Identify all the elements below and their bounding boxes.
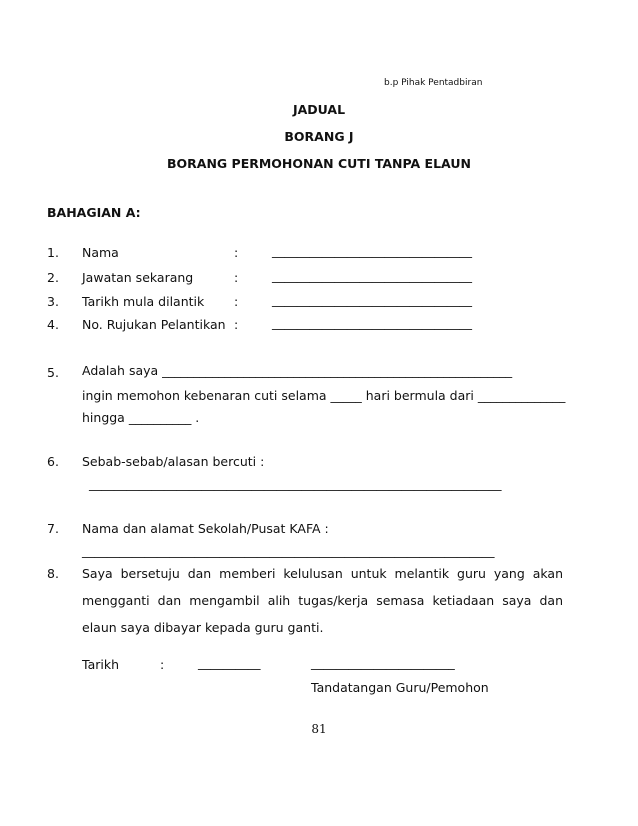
approval-statement: Saya bersetuju dan memberi kelulusan untuk melantik guru yang akan mengganti dan mengambil alih tugas/kerja semasa ketiadaan saya dan elaun saya dibayar kepada guru ganti. (82, 566, 563, 635)
school-address-label: Nama dan alamat Sekolah/Pusat KAFA : (82, 521, 329, 536)
field-1-number: 1. (47, 245, 59, 260)
signature-blank[interactable]: _______________________ (311, 655, 455, 670)
field-1-colon: : (234, 245, 239, 260)
date-label: Tarikh (82, 657, 119, 672)
field-position-blank[interactable]: ________________________________ (272, 268, 472, 283)
item-8-number: 8. (47, 566, 59, 581)
field-2-number: 2. (47, 270, 59, 285)
item-7-number: 7. (47, 521, 59, 536)
field-3-colon: : (234, 294, 239, 309)
item-5-line-3[interactable]: hingga __________ . (82, 410, 200, 425)
reason-blank[interactable]: __________________________________________________________________ (89, 476, 502, 491)
title-jadual: JADUAL (292, 102, 346, 117)
title-borang: BORANG J (284, 129, 354, 144)
field-start-date-label: Tarikh mula dilantik (82, 294, 205, 309)
item-6-number: 6. (47, 454, 59, 469)
field-3-number: 3. (47, 294, 59, 309)
field-position-label: Jawatan sekarang (82, 270, 194, 285)
reason-label: Sebab-sebab/alasan bercuti : (82, 454, 265, 469)
date-blank[interactable]: __________ (198, 655, 261, 670)
field-reference-blank[interactable]: ________________________________ (272, 315, 472, 330)
form-title: BORANG PERMOHONAN CUTI TANPA ELAUN (167, 156, 471, 171)
field-4-number: 4. (47, 317, 59, 332)
item-5-line-1[interactable]: Adalah saya ________________________________________________________ (82, 363, 513, 378)
field-name-blank[interactable]: ________________________________ (272, 243, 472, 258)
field-start-date-blank[interactable]: ________________________________ (272, 292, 472, 307)
field-name-label: Nama (82, 245, 119, 260)
field-2-colon: : (234, 270, 239, 285)
signature-label: Tandatangan Guru/Pemohon (311, 680, 489, 695)
page-number: 81 (311, 722, 327, 736)
field-4-colon: : (234, 317, 239, 332)
item-5-number: 5. (47, 365, 59, 380)
date-colon: : (160, 657, 165, 672)
school-address-blank[interactable]: __________________________________________________________________ (82, 543, 495, 558)
section-heading: BAHAGIAN A: (47, 205, 141, 220)
admin-note: b.p Pihak Pentadbiran (384, 78, 483, 88)
field-reference-label: No. Rujukan Pelantikan (82, 317, 226, 332)
item-5-line-2[interactable]: ingin memohon kebenaran cuti selama _____ hari bermula dari ______________ (82, 388, 566, 403)
